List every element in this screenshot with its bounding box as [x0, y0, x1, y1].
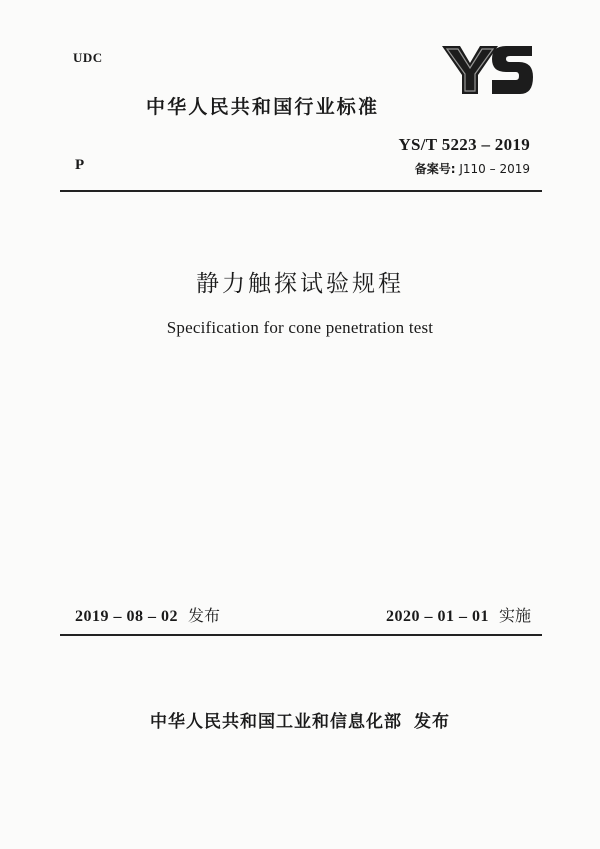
issue-date: 2019 – 08 – 02 [75, 608, 178, 625]
document-title: 静力触探试验规程 [196, 271, 404, 297]
top-divider [60, 190, 542, 192]
ys-logo [440, 44, 534, 96]
record-value: J110 – 2019 [459, 162, 530, 176]
udc-label: UDC [73, 50, 103, 65]
issue-label: 发布 [188, 606, 221, 625]
industry-standard-title: 中华人民共和国行业标准 [146, 96, 380, 118]
document-subtitle: Specification for cone penetration test [166, 318, 434, 337]
ys-logo-s-glyph [492, 46, 533, 94]
record-number [415, 160, 530, 177]
implement-label: 实施 [498, 606, 531, 625]
record-label: 备案号: [414, 162, 456, 176]
classification-code: P [75, 157, 85, 173]
implement-date-block [386, 603, 531, 626]
publisher-name: 中华人民共和国工业和信息化部 [150, 712, 402, 732]
publisher-block [0, 707, 600, 732]
standard-number: YS/T 5223 – 2019 [398, 135, 530, 154]
implement-date: 2020 – 01 – 01 [385, 608, 489, 625]
publisher-action: 发布 [414, 712, 450, 732]
bottom-divider [60, 634, 542, 636]
issue-date-block [75, 603, 220, 626]
